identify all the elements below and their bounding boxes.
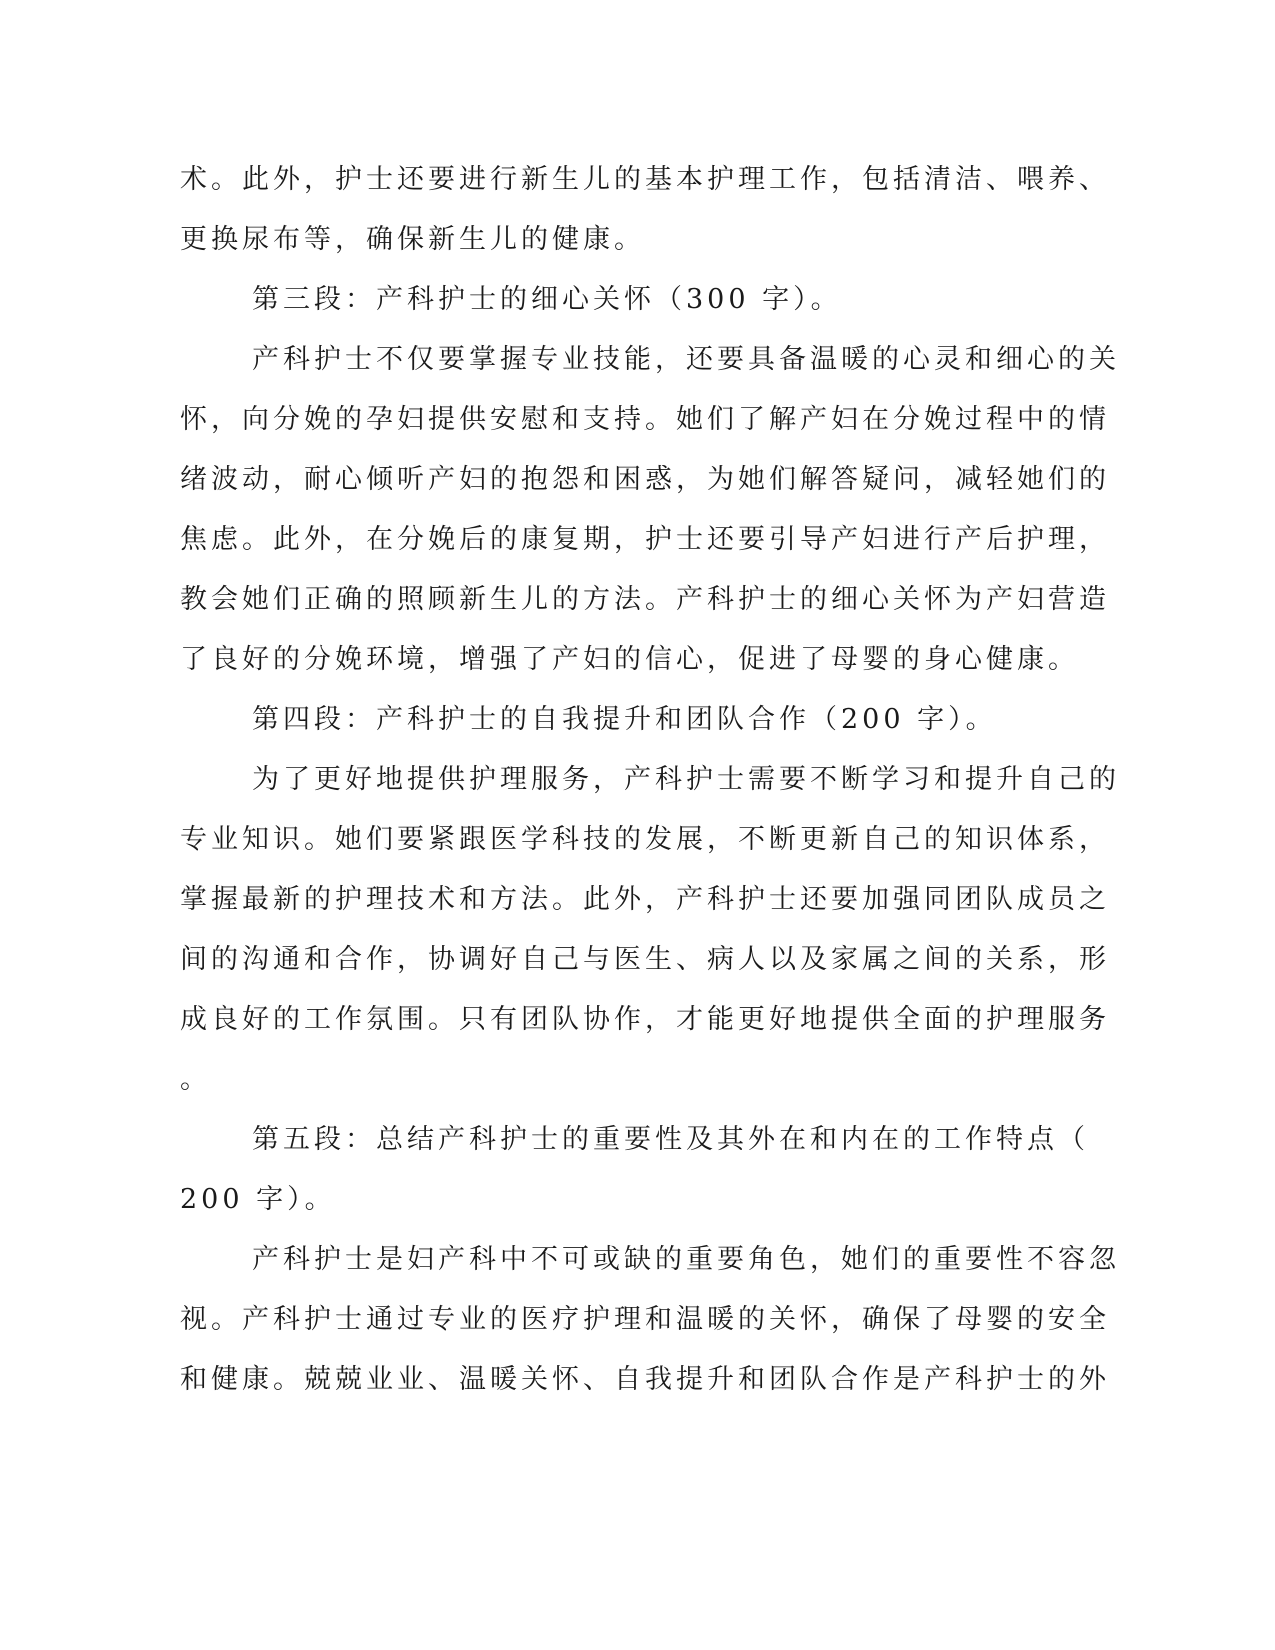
text-line: 和健康。兢兢业业、温暖关怀、自我提升和团队合作是产科护士的外 [180, 1364, 1110, 1395]
text-line: 焦虑。此外，在分娩后的康复期，护士还要引导产妇进行产后护理， [180, 524, 1110, 555]
text-line: 视。产科护士通过专业的医疗护理和温暖的关怀，确保了母婴的安全 [180, 1304, 1110, 1335]
text-line: 成良好的工作氛围。只有团队协作，才能更好地提供全面的护理服务 [180, 1004, 1110, 1035]
text-line: 为了更好地提供护理服务，产科护士需要不断学习和提升自己的 [252, 764, 1120, 795]
section-heading-continued: 200 字）。 [180, 1184, 336, 1215]
text-line: 产科护士不仅要掌握专业技能，还要具备温暖的心灵和细心的关 [252, 344, 1120, 375]
text-line: 更换尿布等，确保新生儿的健康。 [180, 224, 645, 255]
text-line: 掌握最新的护理技术和方法。此外，产科护士还要加强同团队成员之 [180, 884, 1110, 915]
text-line: 。 [180, 1064, 211, 1095]
text-line: 术。此外，护士还要进行新生儿的基本护理工作，包括清洁、喂养、 [180, 164, 1110, 195]
text-line: 产科护士是妇产科中不可或缺的重要角色，她们的重要性不容忽 [252, 1244, 1120, 1275]
text-line: 怀，向分娩的孕妇提供安慰和支持。她们了解产妇在分娩过程中的情 [180, 404, 1110, 435]
section-heading: 第三段：产科护士的细心关怀（300 字）。 [252, 284, 842, 315]
text-line: 专业知识。她们要紧跟医学科技的发展，不断更新自己的知识体系， [180, 824, 1110, 855]
section-heading: 第四段：产科护士的自我提升和团队合作（200 字）。 [252, 704, 997, 735]
text-line: 了良好的分娩环境，增强了产妇的信心，促进了母婴的身心健康。 [180, 644, 1079, 675]
text-line: 绪波动，耐心倾听产妇的抱怨和困惑，为她们解答疑问，减轻她们的 [180, 464, 1110, 495]
text-line: 间的沟通和合作，协调好自己与医生、病人以及家属之间的关系，形 [180, 944, 1110, 975]
section-heading: 第五段：总结产科护士的重要性及其外在和内在的工作特点（ [252, 1124, 1089, 1155]
text-line: 教会她们正确的照顾新生儿的方法。产科护士的细心关怀为产妇营造 [180, 584, 1110, 615]
